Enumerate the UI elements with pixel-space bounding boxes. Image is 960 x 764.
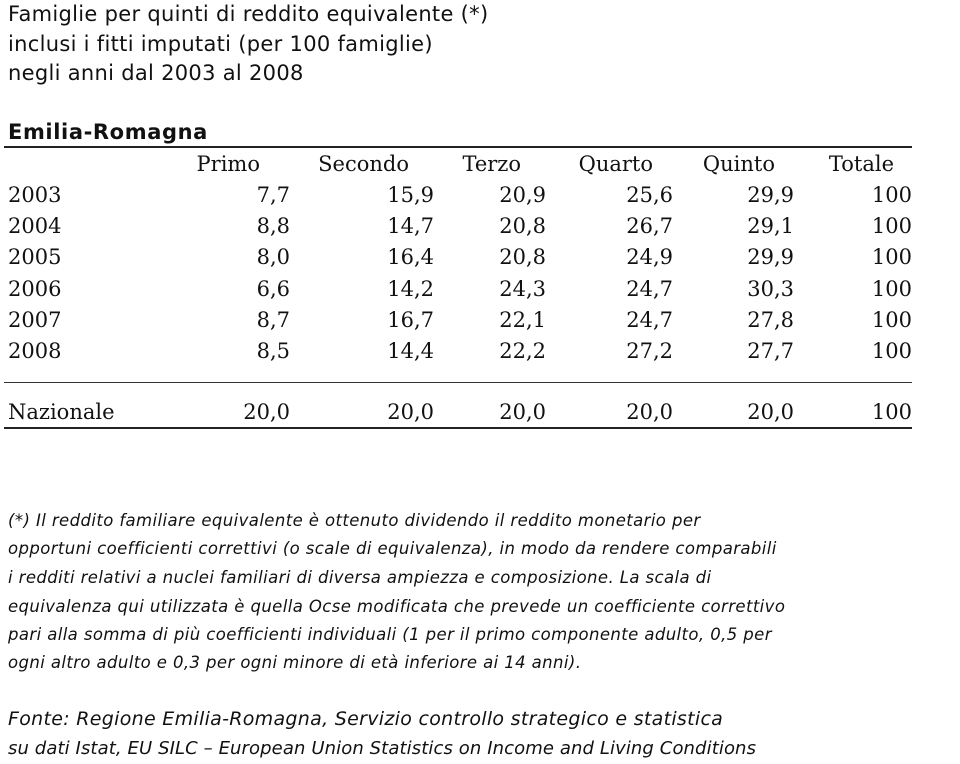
column-header-quarto: Quarto bbox=[578, 152, 653, 176]
table-top-rule bbox=[4, 146, 912, 148]
cell-quinto: 27,7 bbox=[747, 339, 794, 363]
cell-quarto: 24,9 bbox=[626, 245, 673, 269]
cell-secondo: 15,9 bbox=[387, 183, 434, 207]
source-line-1: Fonte: Regione Emilia-Romagna, Servizio controllo strategico e statistica bbox=[8, 708, 724, 730]
footnote-line: ogni altro adulto e 0,3 per ogni minore di età inferiore ai 14 anni). bbox=[8, 653, 582, 672]
cell-totale: 100 bbox=[871, 400, 912, 424]
cell-totale: 100 bbox=[871, 308, 912, 332]
cell-totale: 100 bbox=[871, 245, 912, 269]
cell-secondo: 20,0 bbox=[387, 400, 434, 424]
title-line-3: negli anni dal 2003 al 2008 bbox=[8, 61, 304, 85]
cell-quarto: 24,7 bbox=[626, 308, 673, 332]
cell-terzo: 22,2 bbox=[499, 339, 546, 363]
cell-quarto: 25,6 bbox=[626, 183, 673, 207]
title-line-2: inclusi i fitti imputati (per 100 famiglie) bbox=[8, 32, 433, 56]
cell-secondo: 14,2 bbox=[387, 277, 434, 301]
row-year: 2007 bbox=[8, 308, 62, 332]
national-label: Nazionale bbox=[8, 400, 115, 424]
cell-secondo: 16,4 bbox=[387, 245, 434, 269]
column-header-totale: Totale bbox=[828, 152, 894, 176]
national-top-rule bbox=[4, 382, 912, 383]
column-header-primo: Primo bbox=[196, 152, 260, 176]
cell-terzo: 20,8 bbox=[499, 245, 546, 269]
cell-quarto: 26,7 bbox=[626, 214, 673, 238]
cell-primo: 8,8 bbox=[256, 214, 290, 238]
footnote-line: (*) Il reddito familiare equivalente è ottenuto dividendo il reddito monetario per bbox=[8, 511, 701, 530]
table-bottom-rule bbox=[4, 427, 912, 429]
cell-primo: 20,0 bbox=[243, 400, 290, 424]
cell-quinto: 29,9 bbox=[747, 183, 794, 207]
footnote-line: pari alla somma di più coefficienti individuali (1 per il primo componente adulto, 0,5 per bbox=[8, 625, 772, 644]
cell-quinto: 20,0 bbox=[747, 400, 794, 424]
cell-quarto: 24,7 bbox=[626, 277, 673, 301]
cell-primo: 8,7 bbox=[256, 308, 290, 332]
cell-quarto: 27,2 bbox=[626, 339, 673, 363]
cell-terzo: 20,9 bbox=[499, 183, 546, 207]
row-year: 2005 bbox=[8, 245, 62, 269]
footnote-line: i redditi relativi a nuclei familiari di diversa ampiezza e composizione. La scala di bbox=[8, 568, 712, 587]
cell-secondo: 14,4 bbox=[387, 339, 434, 363]
cell-terzo: 24,3 bbox=[499, 277, 546, 301]
cell-secondo: 16,7 bbox=[387, 308, 434, 332]
cell-terzo: 20,8 bbox=[499, 214, 546, 238]
column-header-secondo: Secondo bbox=[318, 152, 409, 176]
cell-primo: 8,5 bbox=[256, 339, 290, 363]
cell-terzo: 22,1 bbox=[499, 308, 546, 332]
row-year: 2004 bbox=[8, 214, 62, 238]
cell-totale: 100 bbox=[871, 277, 912, 301]
footnote-line: opportuni coefficienti correttivi (o scale di equivalenza), in modo da rendere comparabili bbox=[8, 539, 777, 558]
column-header-terzo: Terzo bbox=[462, 152, 521, 176]
cell-primo: 7,7 bbox=[256, 183, 290, 207]
title-line-1: Famiglie per quinti di reddito equivalente (*) bbox=[8, 2, 489, 26]
row-year: 2003 bbox=[8, 183, 62, 207]
cell-quinto: 29,1 bbox=[747, 214, 794, 238]
row-year: 2006 bbox=[8, 277, 62, 301]
column-header-quinto: Quinto bbox=[702, 152, 775, 176]
cell-quinto: 30,3 bbox=[747, 277, 794, 301]
cell-quinto: 29,9 bbox=[747, 245, 794, 269]
cell-terzo: 20,0 bbox=[499, 400, 546, 424]
cell-totale: 100 bbox=[871, 339, 912, 363]
row-year: 2008 bbox=[8, 339, 62, 363]
cell-totale: 100 bbox=[871, 183, 912, 207]
footnote-line: equivalenza qui utilizzata è quella Ocse modificata che prevede un coefficiente correttivo bbox=[8, 597, 786, 616]
cell-primo: 6,6 bbox=[256, 277, 290, 301]
cell-primo: 8,0 bbox=[256, 245, 290, 269]
region-heading: Emilia-Romagna bbox=[8, 120, 208, 144]
cell-secondo: 14,7 bbox=[387, 214, 434, 238]
cell-quinto: 27,8 bbox=[747, 308, 794, 332]
cell-totale: 100 bbox=[871, 214, 912, 238]
cell-quarto: 20,0 bbox=[626, 400, 673, 424]
source-line-2: su dati Istat, EU SILC – European Union Statistics on Income and Living Conditions bbox=[8, 738, 757, 759]
